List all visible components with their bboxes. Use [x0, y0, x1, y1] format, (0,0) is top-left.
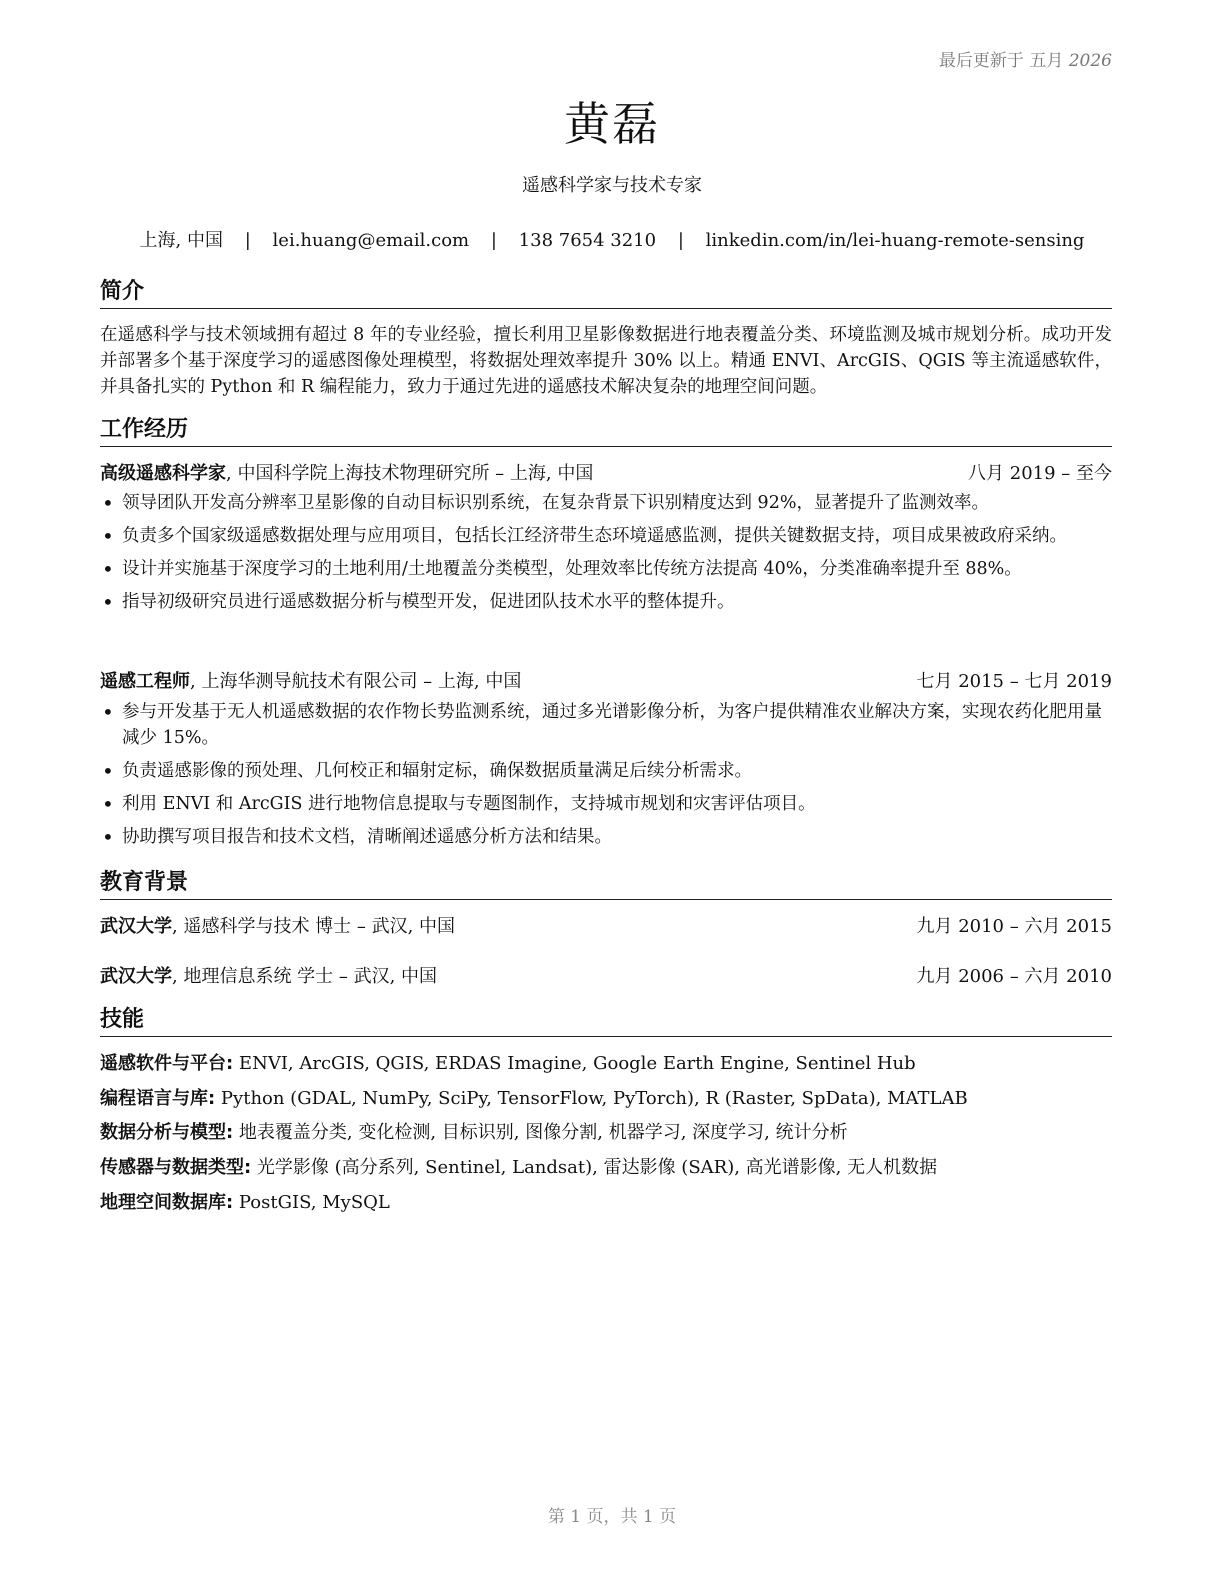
- education-detail: , 遥感科学与技术 博士 – 武汉, 中国: [172, 916, 456, 937]
- skill-key: 数据分析与模型:: [100, 1122, 234, 1143]
- education-detail: , 地理信息系统 学士 – 武汉, 中国: [172, 966, 438, 987]
- skill-key: 地理空间数据库:: [100, 1192, 234, 1213]
- education-item: [100, 965, 1112, 989]
- job-org: , 中国科学院上海技术物理研究所 – 上海, 中国: [226, 463, 594, 484]
- job-bullet: • 负责遥感影像的预处理、几何校正和辐射定标，确保数据质量满足后续分析需求。: [100, 758, 1112, 784]
- skill-key: 遥感软件与平台:: [100, 1053, 234, 1074]
- skill-key: 编程语言与库:: [100, 1088, 216, 1109]
- contact-phone[interactable]: 138 7654 3210: [518, 230, 657, 251]
- education-date: 九月 2010 – 六月 2015: [916, 916, 1112, 937]
- job-bullet: • 领导团队开发高分辨率卫星影像的自动目标识别系统，在复杂背景下识别精度达到 92%，显著提升了监测效率。: [100, 490, 1112, 516]
- job-bullet: • 参与开发基于无人机遥感数据的农作物长势监测系统，通过多光谱影像分析，为客户提供精准农业解决方案，实现农药化肥用量减少 15%。: [100, 699, 1112, 751]
- section-title-education: 教育背景: [100, 869, 1112, 900]
- skill-value: ENVI, ArcGIS, QGIS, ERDAS Imagine, Google Earth Engine, Sentinel Hub: [233, 1053, 916, 1074]
- resume-tagline: 遥感科学家与技术专家: [522, 175, 702, 196]
- education-date: 九月 2006 – 六月 2010: [916, 966, 1112, 987]
- last-updated-year: 2026: [1068, 51, 1112, 71]
- job-bullets: [100, 490, 1112, 622]
- skill-value: Python (GDAL, NumPy, SciPy, TensorFlow, PyTorch), R (Raster, SpData), MATLAB: [215, 1088, 968, 1109]
- skill-key: 传感器与数据类型:: [100, 1157, 252, 1178]
- skill-row: [100, 1087, 1112, 1111]
- section-title-summary: 简介: [100, 278, 1112, 309]
- contact-location: 上海, 中国: [139, 230, 223, 251]
- resume-name: 黄磊: [564, 97, 660, 151]
- contact-separator: |: [677, 230, 684, 251]
- section-title-experience: 工作经历: [100, 416, 1112, 447]
- job-bullet: • 协助撰写项目报告和技术文档，清晰阐述遥感分析方法和结果。: [100, 824, 1112, 850]
- skill-value: PostGIS, MySQL: [233, 1192, 390, 1213]
- contact-separator: |: [244, 230, 251, 251]
- job-bullet: • 利用 ENVI 和 ArcGIS 进行地物信息提取与专题图制作，支持城市规划和灾害评估项目。: [100, 791, 1112, 817]
- job-bullet: • 指导初级研究员进行遥感数据分析与模型开发，促进团队技术水平的整体提升。: [100, 589, 1112, 615]
- job-bullets: [100, 699, 1112, 857]
- job-role: 高级遥感科学家: [100, 463, 226, 484]
- job-bullet: • 设计并实施基于深度学习的土地利用/土地覆盖分类模型，处理效率比传统方法提高 40%，分类准确率提升至 88%。: [100, 556, 1112, 582]
- education-school: 武汉大学: [100, 966, 172, 987]
- skill-value: 光学影像 (高分系列, Sentinel, Landsat), 雷达影像 (SAR), 高光谱影像, 无人机数据: [251, 1157, 938, 1178]
- education-school: 武汉大学: [100, 916, 172, 937]
- education-item: [100, 915, 1112, 939]
- job-header: [100, 462, 1112, 486]
- summary-text: 在遥感科学与技术领域拥有超过 8 年的专业经验，擅长利用卫星影像数据进行地表覆盖分类、环境监测及城市规划分析。成功开发并部署多个基于深度学习的遥感图像处理模型，将数据处理效率提升 30% 以上。精通 ENVI、ArcGIS、QGIS 等主流遥感软件，并具备扎实的 Python 和 R 编程能力，致力于通过先进的遥感技术解决复杂的地理空间问题。: [100, 325, 1112, 397]
- skill-row: [100, 1052, 1112, 1076]
- last-updated-label: 最后更新于 五月: [938, 51, 1064, 71]
- page-number: 第 1 页，共 1 页: [547, 1507, 677, 1527]
- skill-value: 地表覆盖分类, 变化检测, 目标识别, 图像分割, 机器学习, 深度学习, 统计分析: [233, 1122, 848, 1143]
- skill-row: [100, 1191, 1112, 1215]
- section-title-skills: 技能: [100, 1006, 1112, 1037]
- job-date: 七月 2015 – 七月 2019: [916, 671, 1112, 692]
- contact-line: [0, 226, 1224, 252]
- last-updated: [939, 46, 1112, 71]
- job-bullet: • 负责多个国家级遥感数据处理与应用项目，包括长江经济带生态环境遥感监测，提供关键数据支持，项目成果被政府采纳。: [100, 523, 1112, 549]
- skill-row: [100, 1121, 1112, 1145]
- contact-separator: |: [490, 230, 497, 251]
- contact-email[interactable]: lei.huang@email.com: [272, 230, 470, 251]
- skill-row: [100, 1156, 1112, 1180]
- job-header: [100, 670, 1112, 694]
- job-role: 遥感工程师: [100, 671, 190, 692]
- job-date: 八月 2019 – 至今: [968, 463, 1112, 484]
- contact-linkedin[interactable]: linkedin.com/in/lei-huang-remote-sensing: [705, 230, 1085, 251]
- job-org: , 上海华测导航技术有限公司 – 上海, 中国: [190, 671, 522, 692]
